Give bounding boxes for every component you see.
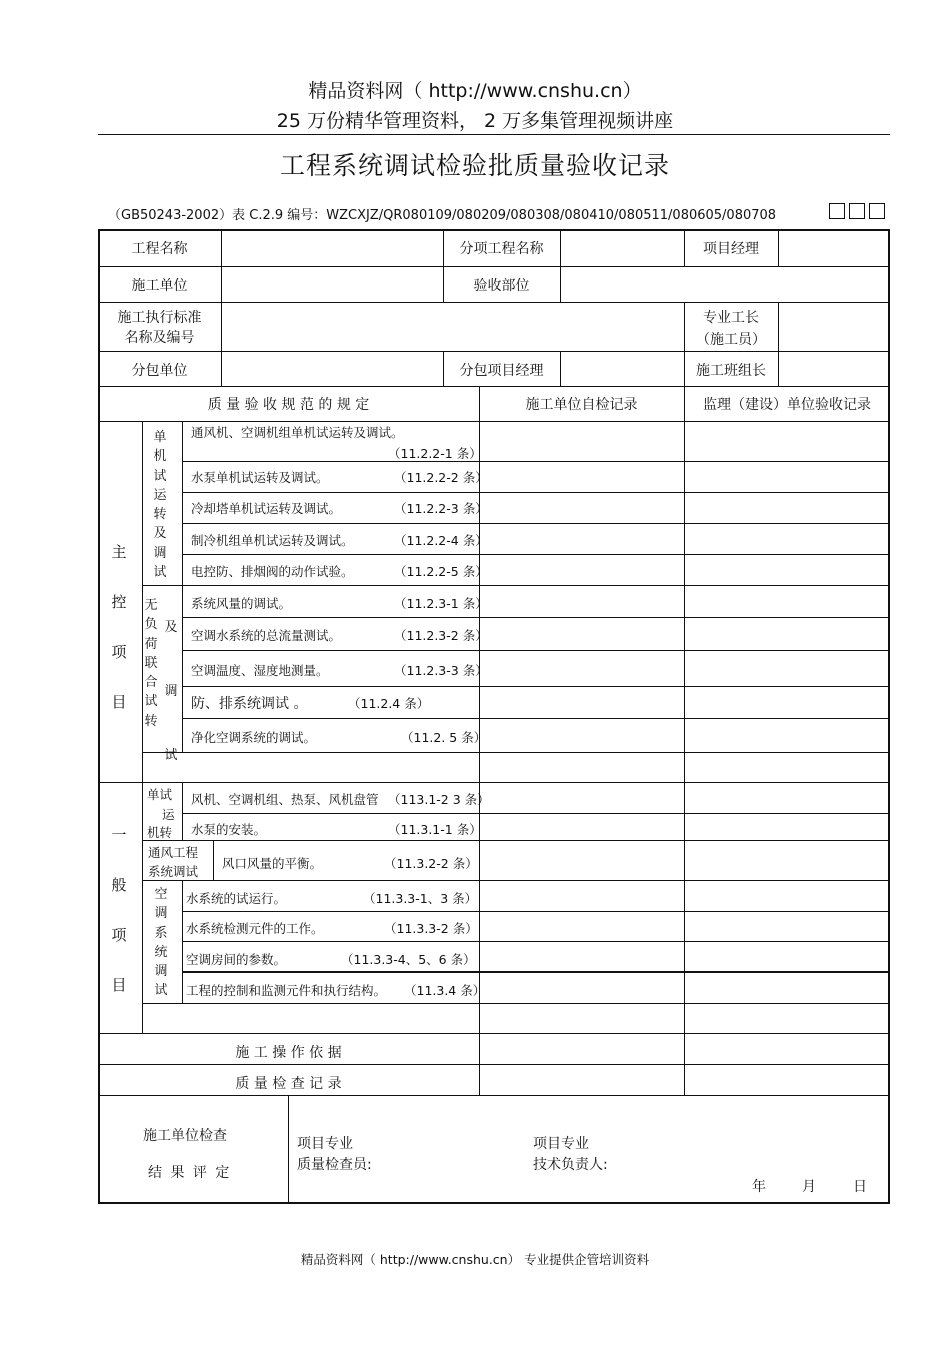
- row-line: [182, 911, 890, 912]
- col-line: [213, 840, 214, 880]
- page-footer: 精品资料网（ http://www.cnshu.cn） 专业提供企管培训资料: [300, 1252, 650, 1267]
- inspector-label-line1: 项目专业: [297, 1136, 353, 1152]
- site-header-line1: 精品资料网（ http://www.cnshu.cn）: [308, 80, 642, 102]
- col-line: [182, 782, 183, 840]
- tech-label-line2: 技术负责人:: [533, 1157, 608, 1173]
- basis-label: 施 工 操 作 依 据: [235, 1045, 342, 1061]
- result-label-line2: 结 果 评 定: [148, 1165, 232, 1181]
- main-item-ref: （11.2.2-5 条）: [394, 564, 488, 579]
- row-line: [142, 585, 890, 586]
- general-item-text: 水系统的试运行。: [186, 891, 287, 906]
- main-item-text: 防、排系统调试 。: [191, 696, 308, 712]
- main-item-text: 电控防、排烟阀的动作试验。: [191, 564, 354, 579]
- general-group1-label-a: 单试: [147, 787, 173, 802]
- date-month: 月: [802, 1179, 816, 1195]
- date-day: 日: [853, 1179, 867, 1195]
- col-line: [560, 351, 561, 386]
- main-item-ref: （11.2.3-2 条）: [394, 628, 488, 643]
- header-divider: [98, 134, 890, 135]
- row-line: [182, 813, 890, 814]
- row-line: [182, 523, 890, 524]
- row-line: [182, 617, 890, 618]
- general-group1-label-c: 机转: [147, 825, 173, 840]
- code-checkbox-1[interactable]: [829, 203, 845, 219]
- label-foreman-line1: 专业工长: [703, 310, 759, 326]
- row-line: [142, 840, 890, 841]
- row-line: [98, 266, 890, 267]
- label-sub-project-manager: 分包项目经理: [459, 363, 544, 379]
- row-line: [142, 1003, 890, 1004]
- main-group2-label: 无负荷联合试转: [144, 598, 158, 729]
- label-project-manager: 项目经理: [703, 241, 759, 257]
- row-line: [182, 492, 890, 493]
- general-item-ref: （11.3.3-1、3 条）: [363, 891, 478, 906]
- column-header-spec: 质 量 验 收 规 范 的 规 定: [207, 397, 370, 413]
- main-item-ref: （11.2.2-3 条）: [394, 501, 488, 516]
- label-acceptance-part: 验收部位: [473, 278, 530, 294]
- col-line: [560, 229, 561, 302]
- row-line: [182, 650, 890, 651]
- main-item-text: 水泵单机试运转及调试。: [191, 470, 329, 485]
- row-line: [182, 941, 890, 942]
- row-line: [98, 386, 890, 387]
- row-line: [182, 971, 890, 973]
- main-item-text: 空调水系统的总流量测试。: [191, 628, 342, 643]
- tech-label-line1: 项目专业: [533, 1136, 589, 1152]
- row-line: [182, 461, 890, 462]
- row-line: [98, 1095, 890, 1096]
- col-line: [288, 1095, 289, 1204]
- label-standard-line2: 名称及编号: [124, 330, 195, 346]
- general-item-text: 风口风量的平衡。: [222, 856, 323, 871]
- col-line: [778, 229, 779, 266]
- main-item-text: 制冷机组单机试运转及调试。: [191, 533, 354, 548]
- row-line: [98, 1064, 890, 1065]
- general-label: 一般项目: [111, 826, 127, 994]
- general-item-text: 空调房间的参数。: [186, 952, 287, 967]
- general-group1-label-b: 运: [162, 807, 175, 822]
- main-item-ref: （11.2. 5 条）: [401, 730, 487, 745]
- label-project-name: 工程名称: [131, 241, 188, 257]
- label-team-leader: 施工班组长: [696, 363, 766, 379]
- general-item-ref: （11.3.3-2 条）: [384, 921, 478, 936]
- general-group3-label: 空调系统调试: [154, 887, 168, 999]
- general-item-ref: （11.3.4 条）: [404, 983, 486, 998]
- main-item-ref: （11.2.3-1 条）: [394, 596, 488, 611]
- col-line: [182, 880, 183, 1003]
- row-line: [142, 752, 890, 753]
- col-line: [221, 229, 222, 386]
- general-item-text: 工程的控制和监测元件和执行结构。: [186, 983, 387, 998]
- code-checkbox-2[interactable]: [849, 203, 865, 219]
- main-item-ref: （11.2.3-3 条）: [394, 663, 488, 678]
- row-line: [98, 302, 890, 303]
- row-line: [98, 1033, 890, 1034]
- column-header-self-check: 施工单位自检记录: [525, 397, 638, 413]
- label-subcontractor: 分包单位: [131, 363, 188, 379]
- label-sub-project-name: 分项工程名称: [459, 241, 544, 257]
- main-item-text: 净化空调系统的调试。: [191, 730, 317, 745]
- main-item-ref: （11.2.4 条）: [348, 696, 430, 711]
- main-group1-label: 单机试运转及调试: [153, 430, 167, 581]
- general-item-ref: （11.3.1-1 条）: [388, 822, 482, 837]
- general-group2-label-a: 通风工程: [148, 845, 199, 860]
- record-label: 质 量 检 查 记 录: [235, 1076, 342, 1092]
- page-title: 工程系统调试检验批质量验收记录: [279, 151, 670, 180]
- general-item-ref: （11.3.3-4、5、6 条）: [341, 952, 476, 967]
- main-item-ref: （11.2.2-1 条）: [388, 446, 482, 461]
- main-item-text: 系统风量的调试。: [191, 596, 292, 611]
- label-standard-line1: 施工执行标准: [117, 310, 202, 326]
- general-item-text: 水系统检测元件的工作。: [186, 921, 324, 936]
- general-group2-label-b: 系统调试: [148, 864, 199, 879]
- col-line: [684, 386, 685, 1095]
- row-line: [182, 554, 890, 555]
- row-line: [182, 686, 890, 687]
- general-item-text: 水泵的安装。: [191, 822, 267, 837]
- row-line: [98, 782, 890, 783]
- general-item-ref: （113.1-2 3 条）: [388, 792, 490, 807]
- main-item-ref: （11.2.2-2 条）: [394, 470, 488, 485]
- main-control-label: 主控项目: [111, 543, 127, 711]
- main-item-text: 通风机、空调机组单机试运转及调试。: [191, 425, 404, 440]
- col-line: [182, 421, 183, 752]
- col-line: [142, 421, 143, 1033]
- label-construction-unit: 施工单位: [131, 278, 188, 294]
- form-code: （GB50243-2002）表 C.2.9 编号：WZCXJZ/QR080109/080209/080308/080410/080511/080605/080708: [108, 208, 777, 223]
- main-item-text: 空调温度、湿度地测量。: [191, 663, 329, 678]
- general-item-ref: （11.3.2-2 条）: [384, 856, 478, 871]
- col-line: [778, 302, 779, 386]
- row-line: [182, 718, 890, 719]
- site-header-line2: 25 万份精华管理资料， 2 万多集管理视频讲座: [276, 110, 674, 132]
- date-year: 年: [752, 1179, 766, 1195]
- row-line: [142, 880, 890, 881]
- inspector-label-line2: 质量检查员:: [297, 1157, 372, 1173]
- code-checkbox-3[interactable]: [869, 203, 885, 219]
- main-item-text: 冷却塔单机试运转及调试。: [191, 501, 342, 516]
- row-line: [98, 351, 890, 352]
- row-line: [98, 421, 890, 422]
- main-item-ref: （11.2.2-4 条）: [394, 533, 488, 548]
- column-header-supervision: 监理（建设）单位验收记录: [703, 397, 871, 413]
- result-label-line1: 施工单位检查: [143, 1128, 227, 1144]
- general-item-text: 风机、空调机组、热泵、风机盘管: [191, 792, 379, 807]
- label-foreman-line2: （施工员）: [696, 332, 766, 348]
- main-group2-side: 及调试: [164, 620, 178, 763]
